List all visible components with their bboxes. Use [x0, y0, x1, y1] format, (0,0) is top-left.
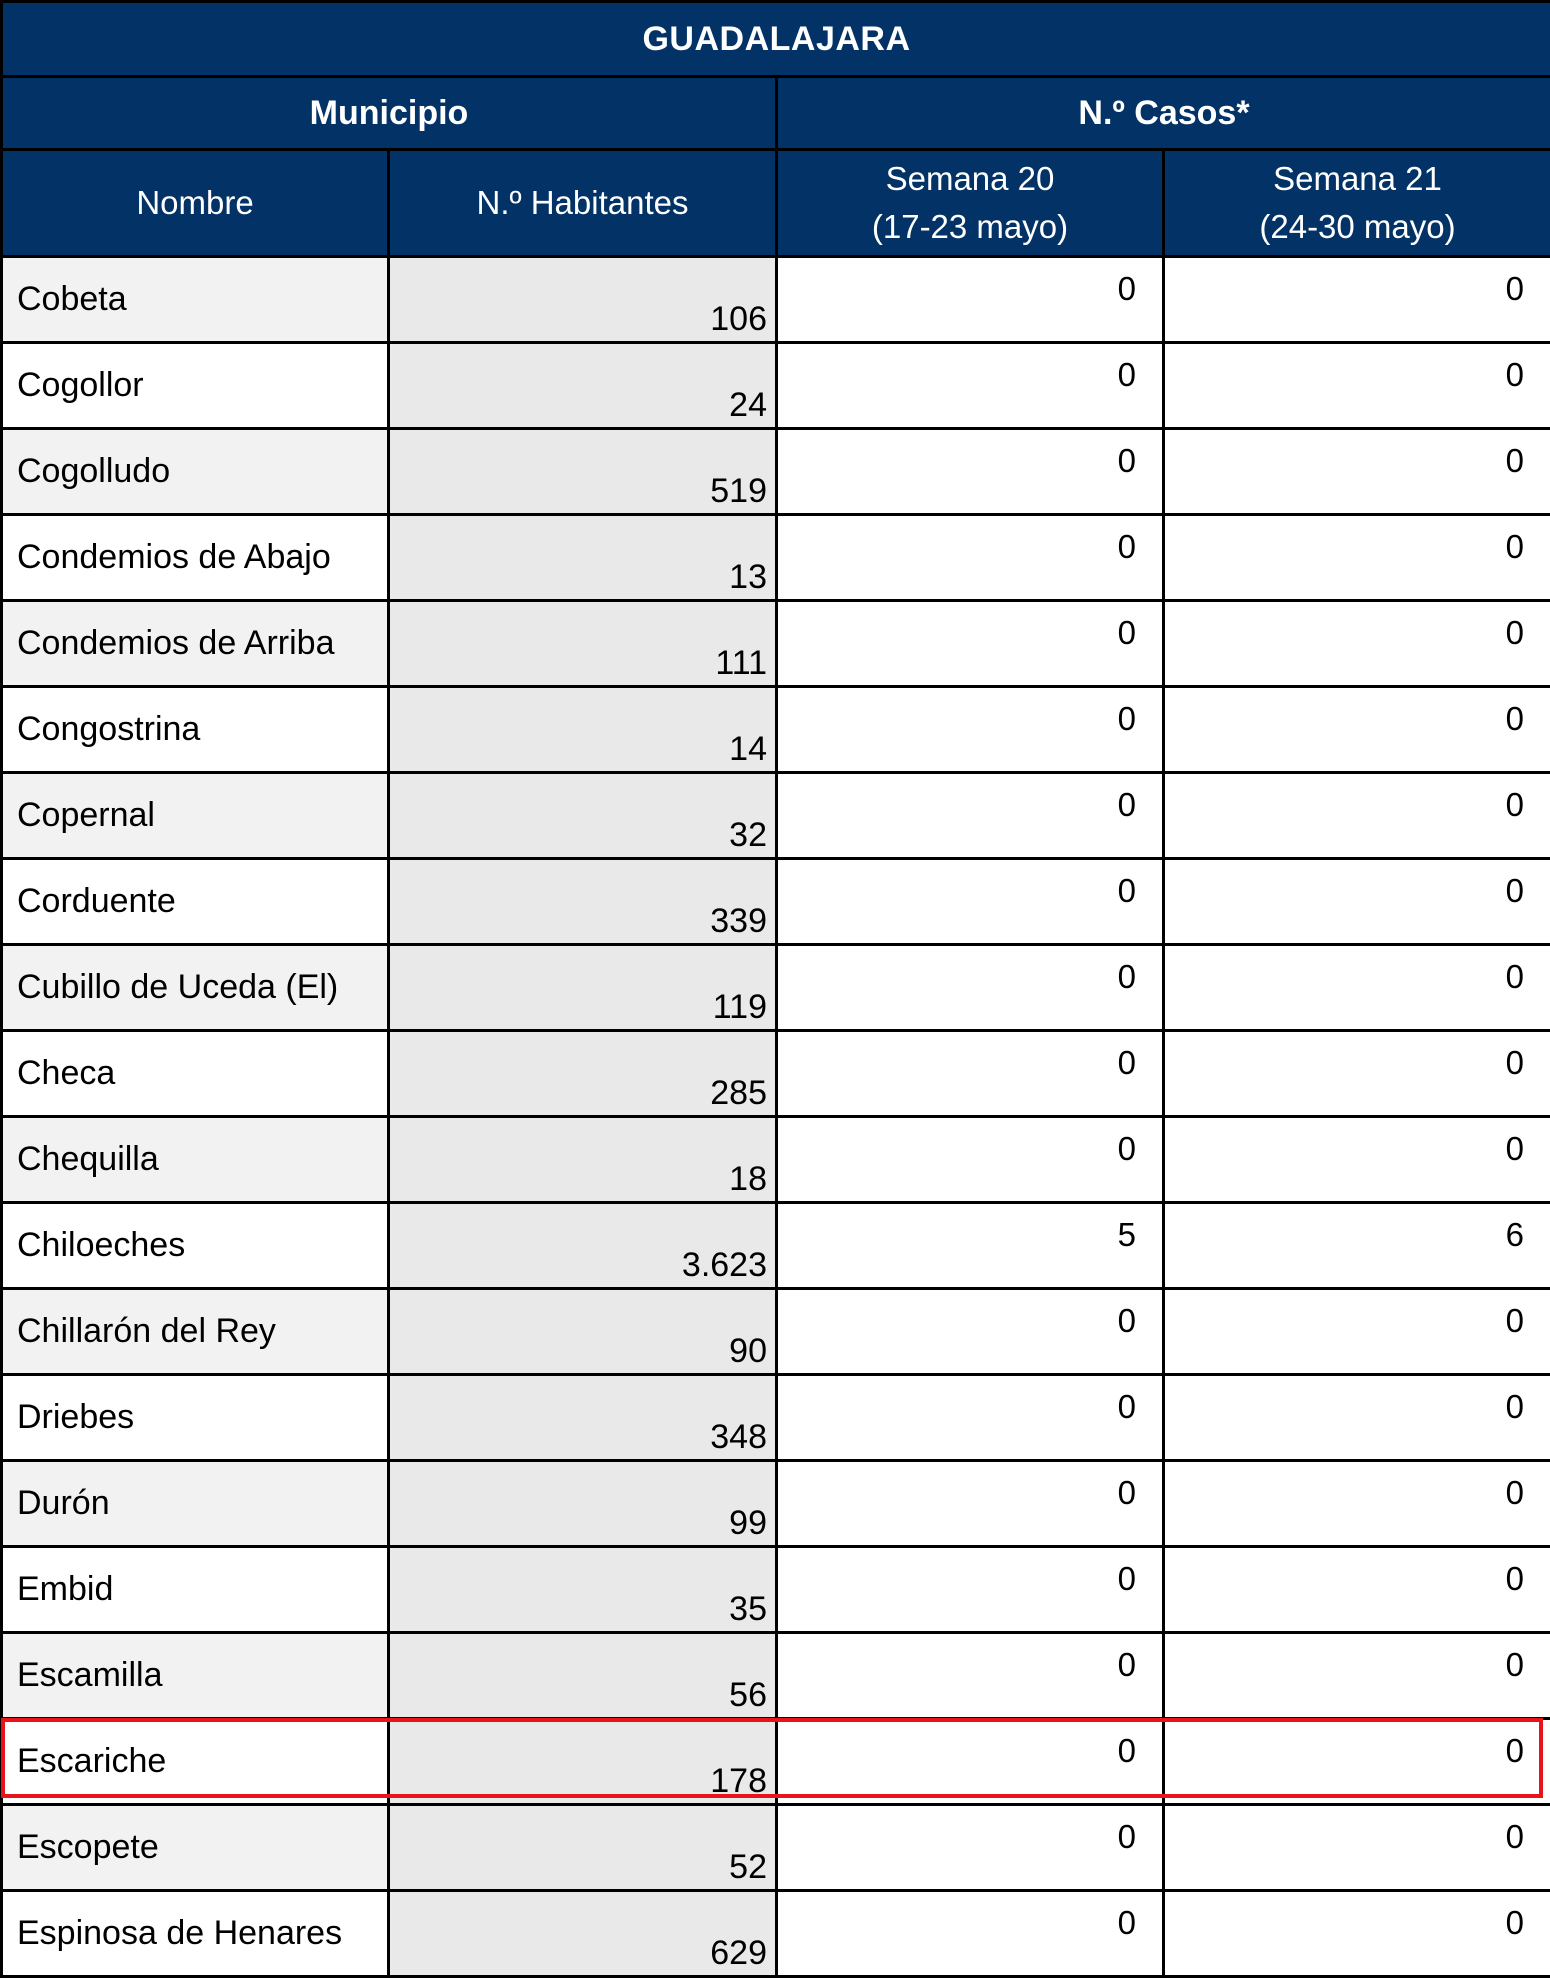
cell-semana-20: 0 — [777, 859, 1164, 945]
table-row — [2, 1719, 1550, 1805]
cell-semana-21: 0 — [1164, 1547, 1550, 1633]
cell-nombre: Condemios de Arriba — [2, 601, 389, 687]
table-row — [2, 1203, 1550, 1289]
cell-nombre: Chiloeches — [2, 1203, 389, 1289]
header-semana-20-dates: (17-23 mayo) — [872, 208, 1068, 245]
cell-habitantes: 56 — [389, 1633, 777, 1719]
table-row — [2, 1805, 1550, 1891]
table-row — [2, 1547, 1550, 1633]
cell-semana-21: 0 — [1164, 601, 1550, 687]
cell-habitantes: 3.623 — [389, 1203, 777, 1289]
cell-nombre: Cogollor — [2, 343, 389, 429]
cell-semana-21: 0 — [1164, 429, 1550, 515]
cell-semana-20: 0 — [777, 1289, 1164, 1375]
cell-semana-21: 0 — [1164, 773, 1550, 859]
cell-semana-20: 0 — [777, 1719, 1164, 1805]
cell-habitantes: 119 — [389, 945, 777, 1031]
cell-semana-20: 0 — [777, 257, 1164, 343]
cell-habitantes: 18 — [389, 1117, 777, 1203]
cell-nombre: Corduente — [2, 859, 389, 945]
table-row — [2, 515, 1550, 601]
cell-habitantes: 13 — [389, 515, 777, 601]
header-semana-21-dates: (24-30 mayo) — [1259, 208, 1455, 245]
table-row — [2, 601, 1550, 687]
cell-semana-21: 0 — [1164, 1375, 1550, 1461]
cell-semana-20: 0 — [777, 1805, 1164, 1891]
header-group-casos: N.º Casos* — [777, 77, 1550, 150]
cell-semana-21: 6 — [1164, 1203, 1550, 1289]
cell-semana-21: 0 — [1164, 859, 1550, 945]
table-row — [2, 1891, 1550, 1977]
cell-semana-20: 0 — [777, 1375, 1164, 1461]
cell-habitantes: 111 — [389, 601, 777, 687]
table-row — [2, 687, 1550, 773]
table-row — [2, 1289, 1550, 1375]
cell-semana-20: 5 — [777, 1203, 1164, 1289]
cell-habitantes: 106 — [389, 257, 777, 343]
cell-habitantes: 90 — [389, 1289, 777, 1375]
table-row — [2, 1117, 1550, 1203]
cell-semana-20: 0 — [777, 1117, 1164, 1203]
cell-habitantes: 14 — [389, 687, 777, 773]
cell-semana-21: 0 — [1164, 1891, 1550, 1977]
cell-nombre: Chequilla — [2, 1117, 389, 1203]
cell-nombre: Cubillo de Uceda (El) — [2, 945, 389, 1031]
cell-habitantes: 348 — [389, 1375, 777, 1461]
header-semana-21-label: Semana 21 — [1273, 160, 1442, 197]
cell-habitantes: 35 — [389, 1547, 777, 1633]
cell-nombre: Espinosa de Henares — [2, 1891, 389, 1977]
cell-nombre: Durón — [2, 1461, 389, 1547]
cell-semana-21: 0 — [1164, 945, 1550, 1031]
cell-nombre: Escopete — [2, 1805, 389, 1891]
header-semana-21 — [1164, 150, 1550, 257]
table-row — [2, 945, 1550, 1031]
cell-semana-21: 0 — [1164, 257, 1550, 343]
cell-semana-21: 0 — [1164, 687, 1550, 773]
cell-nombre: Condemios de Abajo — [2, 515, 389, 601]
cell-nombre: Cobeta — [2, 257, 389, 343]
cell-semana-20: 0 — [777, 1461, 1164, 1547]
table-row — [2, 429, 1550, 515]
cell-habitantes: 178 — [389, 1719, 777, 1805]
cell-semana-21: 0 — [1164, 1633, 1550, 1719]
table-row — [2, 859, 1550, 945]
cell-nombre: Chillarón del Rey — [2, 1289, 389, 1375]
cell-semana-20: 0 — [777, 1547, 1164, 1633]
cell-semana-21: 0 — [1164, 1805, 1550, 1891]
table-row — [2, 1633, 1550, 1719]
cell-habitantes: 52 — [389, 1805, 777, 1891]
cell-habitantes: 24 — [389, 343, 777, 429]
cell-semana-21: 0 — [1164, 343, 1550, 429]
cell-nombre: Embid — [2, 1547, 389, 1633]
table-row — [2, 343, 1550, 429]
header-habitantes: N.º Habitantes — [389, 150, 777, 257]
table-row — [2, 257, 1550, 343]
cell-semana-21: 0 — [1164, 1031, 1550, 1117]
cell-habitantes: 519 — [389, 429, 777, 515]
cell-semana-21: 0 — [1164, 1289, 1550, 1375]
cell-nombre: Congostrina — [2, 687, 389, 773]
cell-semana-20: 0 — [777, 429, 1164, 515]
cell-semana-20: 0 — [777, 687, 1164, 773]
cell-nombre: Checa — [2, 1031, 389, 1117]
table-row — [2, 1375, 1550, 1461]
cell-nombre: Cogolludo — [2, 429, 389, 515]
cell-semana-20: 0 — [777, 1031, 1164, 1117]
cell-semana-20: 0 — [777, 773, 1164, 859]
table-body — [2, 257, 1550, 1977]
table-row — [2, 1461, 1550, 1547]
cell-habitantes: 32 — [389, 773, 777, 859]
cell-nombre: Copernal — [2, 773, 389, 859]
cell-semana-21: 0 — [1164, 515, 1550, 601]
cell-semana-20: 0 — [777, 343, 1164, 429]
cell-habitantes: 629 — [389, 1891, 777, 1977]
cell-habitantes: 99 — [389, 1461, 777, 1547]
header-group-municipio: Municipio — [2, 77, 777, 150]
cell-semana-20: 0 — [777, 1891, 1164, 1977]
cell-semana-20: 0 — [777, 515, 1164, 601]
cell-habitantes: 339 — [389, 859, 777, 945]
header-semana-20-label: Semana 20 — [886, 160, 1055, 197]
cell-habitantes: 285 — [389, 1031, 777, 1117]
cell-nombre: Escariche — [2, 1719, 389, 1805]
table-row — [2, 773, 1550, 859]
cell-semana-21: 0 — [1164, 1461, 1550, 1547]
cell-semana-21: 0 — [1164, 1719, 1550, 1805]
table-row — [2, 1031, 1550, 1117]
cell-semana-20: 0 — [777, 601, 1164, 687]
header-nombre: Nombre — [2, 150, 389, 257]
cell-nombre: Driebes — [2, 1375, 389, 1461]
cell-semana-20: 0 — [777, 945, 1164, 1031]
cell-semana-20: 0 — [777, 1633, 1164, 1719]
table-title: GUADALAJARA — [2, 2, 1550, 77]
cell-semana-21: 0 — [1164, 1117, 1550, 1203]
header-semana-20 — [777, 150, 1164, 257]
cell-nombre: Escamilla — [2, 1633, 389, 1719]
